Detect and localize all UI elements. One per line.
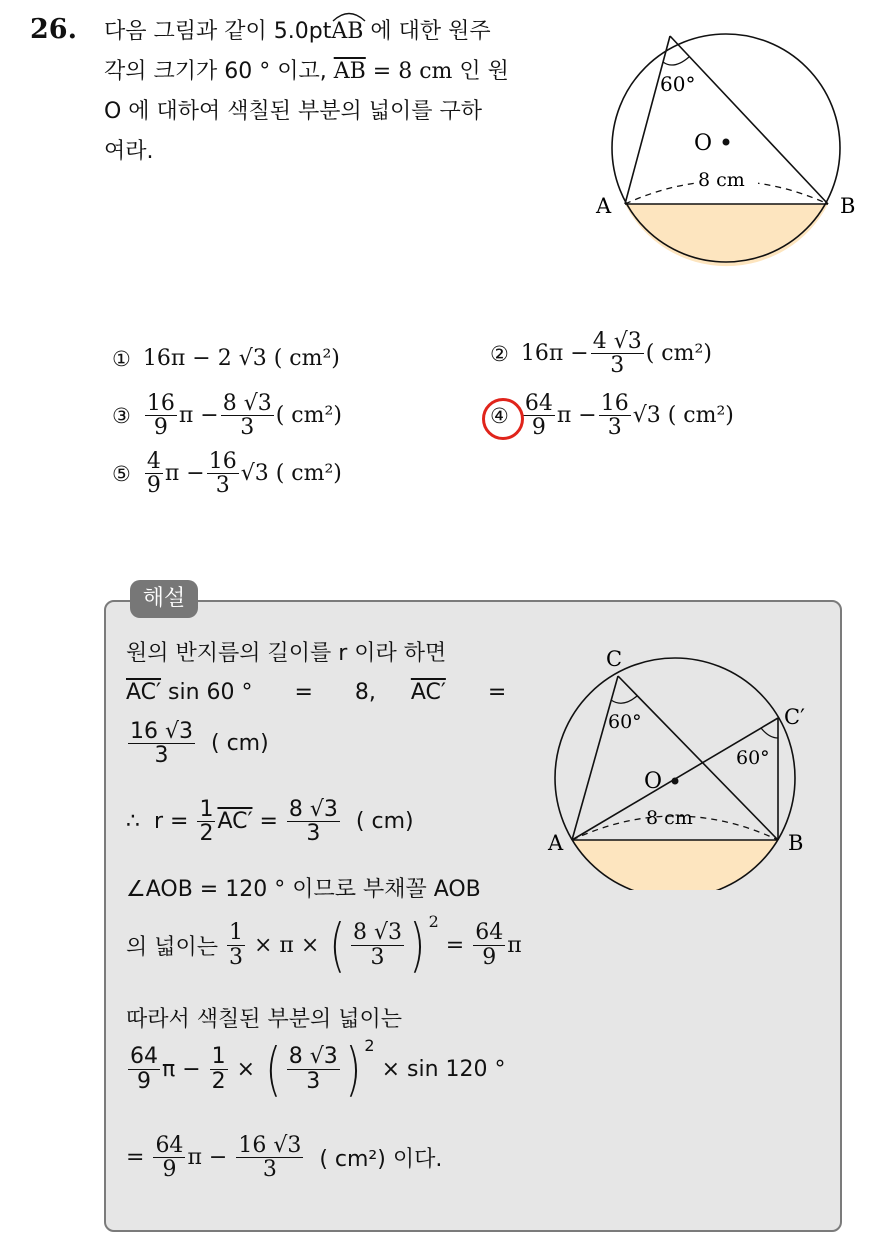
center-label: O <box>694 131 713 156</box>
choice-1-mark: ① <box>112 346 131 371</box>
angle-label: 60° <box>660 72 696 96</box>
point-a-label: A <box>596 194 612 218</box>
answer-circle <box>482 398 524 440</box>
segment-ab: $\overline{AB}$ <box>333 59 366 84</box>
question-line-2: 각의 크기가 60 ° 이고, <box>104 59 334 84</box>
line-a-vertex <box>625 36 670 204</box>
point-b-label-2: B <box>788 831 804 855</box>
question-line-3: O 에 대하여 색칠된 부분의 넓이를 구하 <box>104 99 483 124</box>
question-line-4: 여라. <box>104 139 154 164</box>
center-label-2: O <box>644 769 663 794</box>
solution-badge: 해설 <box>130 580 198 618</box>
angle1-label: 60° <box>608 711 642 733</box>
angle2-label: 60° <box>736 747 770 769</box>
choice-5[interactable]: ⑤ $\frac{4}{9}$ π − $\frac{16}{3}$ √3 ( cm²) <box>112 449 342 499</box>
center-dot <box>723 139 730 146</box>
angle-arc <box>663 57 689 65</box>
shaded-segment <box>625 204 828 266</box>
arc-ab: AB <box>331 12 363 52</box>
choice-4-mark: ④ <box>490 403 509 428</box>
question-number: 26. <box>30 14 77 45</box>
solution-line-9: = $\frac{64}{9}$ π − $\frac{16 √3}{3}$ ( cm²) 이다. <box>126 1133 443 1183</box>
solution-line-8: $\frac{64}{9}$ π − $\frac{1}{2}$ × ( $\frac{8 √3}{3}$ ) 2 × sin 120 ° <box>130 1035 506 1103</box>
choice-4[interactable]: ④ $\frac{64}{9}$ π − $\frac{16}{3}$ √3 ( cm²) <box>490 392 734 439</box>
solution-line-2: AC′ sin 60 ° = 8, AC′ = <box>126 680 507 705</box>
point-c-label: C <box>606 647 623 671</box>
chord-label: 8 cm <box>698 169 745 191</box>
figure-circle-2 <box>540 640 830 890</box>
choice-4-mark-wrap <box>490 404 509 428</box>
point-c-prime-label: C′ <box>784 705 805 729</box>
figure-circle-1 <box>590 8 870 268</box>
solution-line-5: ∠AOB = 120 ° 이므로 부채꼴 AOB <box>126 877 481 902</box>
paren-close-2: ) <box>345 1035 361 1103</box>
choice-1-text: 16π − 2 √3 ( cm²) <box>142 346 340 371</box>
solution-line-3: $\frac{16 √3}{3}$ ( cm) <box>130 719 269 769</box>
paren-open: ( <box>329 911 346 979</box>
question-line-1: 다음 그림과 같이 5.0pt <box>104 19 332 44</box>
solution-line-6: 의 넓이는 $\frac{1}{3}$ × π × ( $\frac{8 √3}{3}$ ) 2 = $\frac{64}{9}$ π <box>126 911 522 979</box>
shaded-segment-2 <box>572 840 778 890</box>
choice-2-mark: ② <box>490 341 509 366</box>
paren-open-2: ( <box>265 1035 282 1103</box>
point-b-label: B <box>840 194 856 218</box>
choice-1[interactable] <box>112 346 340 371</box>
question-text: 다음 그림과 같이 5.0pt AB 에 대한 원주 각의 크기가 60 ° 이고, $\overline{AB} = 8$ cm 인 원 O 에 대하여 색칠된 부분의 넓이를 구하 여라. <box>104 12 574 172</box>
solution-line-4: ∴ r = $\frac{1}{2}$ AC′ = $\frac{8 √3}{3}$ ( cm) <box>126 797 414 847</box>
paren-close: ) <box>409 911 426 979</box>
solution-line-1: 원의 반지름의 길이를 r 이라 하면 <box>126 641 447 666</box>
choice-3-mark: ③ <box>112 403 131 428</box>
choice-3[interactable]: ③ $\frac{16}{9}$ π − $\frac{8 √3}{3}$ ( cm²) <box>112 391 342 441</box>
point-a-label-2: A <box>548 831 564 855</box>
choice-2[interactable]: ② 16π − $\frac{4 √3}{3}$ ( cm²) <box>490 329 712 379</box>
chord-label-2: 8 cm <box>646 807 693 829</box>
solution-line-7: 따라서 색칠된 부분의 넓이는 <box>126 1007 403 1032</box>
choice-5-mark: ⑤ <box>112 461 131 486</box>
